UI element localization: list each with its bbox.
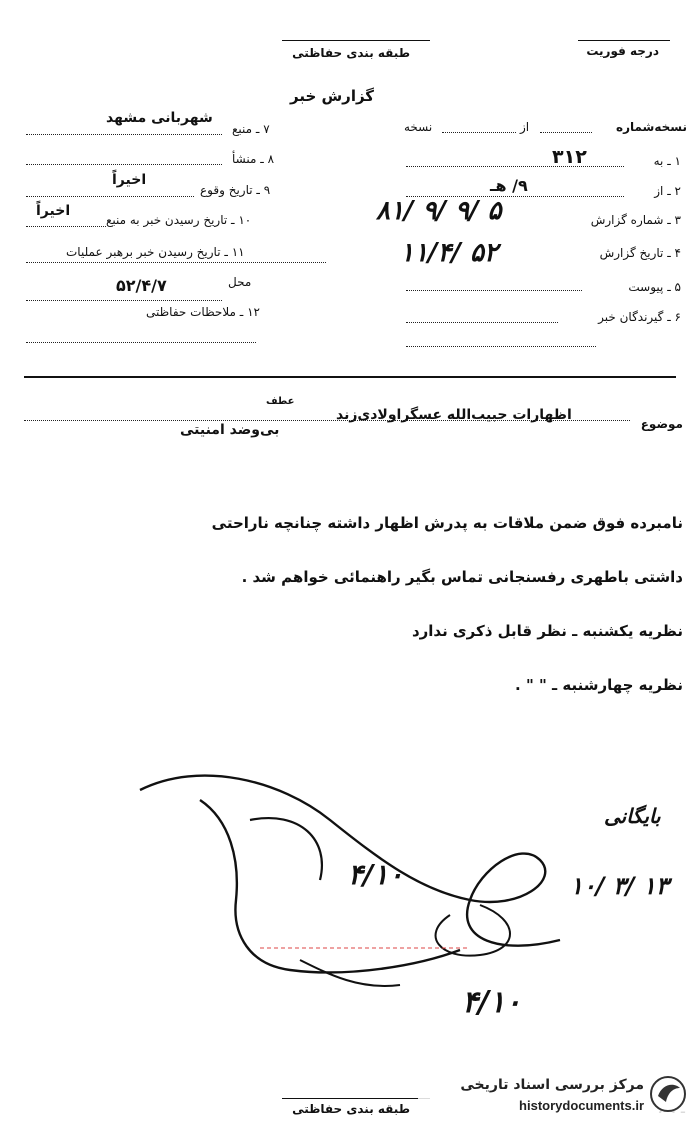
report-number-value: ۸۱/ ۹/ ۹/ ۵	[376, 196, 502, 226]
attachment-dots	[406, 290, 582, 291]
from-label: ۲ ـ از	[654, 184, 681, 198]
report-date-label: ۴ ـ تاریخ گزارش	[599, 246, 681, 260]
report-number-label: ۳ ـ شماره گزارش	[590, 213, 681, 227]
copy-number-dots	[540, 132, 592, 133]
of-dots	[442, 132, 516, 133]
source-label: ۷ ـ منبع	[232, 122, 270, 136]
classification-label-top: طبقه بندی حفاظتی	[292, 46, 410, 60]
to-dots	[406, 166, 624, 167]
occurrence-date-value: اخیراً	[112, 172, 147, 188]
receipt-source-value: اخیراً	[36, 203, 71, 219]
subject-dots	[24, 420, 630, 421]
annotation-2: ۴/۱۰	[462, 985, 522, 1020]
from-value: ۹/ هـ	[490, 176, 528, 195]
subject-label: موضوع	[640, 417, 683, 431]
receipt-ops-label: ۱۱ ـ تاریخ رسیدن خبر برهبر عملیات	[66, 245, 245, 259]
copy-number-label: نسخه‌شماره	[616, 120, 687, 134]
attachment-label: ۵ ـ پیوست	[628, 280, 681, 294]
report-title: گزارش خبر	[290, 87, 375, 105]
receipt-source-dots	[26, 226, 106, 227]
classification-line-top	[282, 40, 430, 41]
body-line-3: نظریه یکشنبه ـ نظر قابل ذکری ندارد	[411, 622, 683, 640]
place-label: محل	[228, 275, 252, 289]
place-value: ۵۲/۴/۷	[116, 276, 167, 295]
to-label: ۱ ـ به	[653, 154, 681, 168]
watermark-logo-icon	[648, 1074, 688, 1114]
security-notes-dots	[26, 342, 256, 343]
report-date-value: ۱۱/۴/ ۵۲	[400, 238, 498, 268]
priority-line	[578, 40, 670, 41]
watermark-url: historydocuments.ir	[519, 1098, 644, 1113]
recipients-dots	[406, 322, 558, 323]
source-dots	[26, 134, 222, 135]
occurrence-dots	[26, 196, 194, 197]
section-divider	[24, 376, 676, 378]
of-label: از	[520, 120, 530, 134]
origin-label: ۸ ـ منشأ	[232, 152, 275, 166]
classification-label-bottom: طبقه بندی حفاظتی	[292, 1102, 410, 1116]
watermark-title: مرکز بررسی اسناد تاریخی	[460, 1077, 644, 1093]
subject-suffix: بی‌وضد امنیتی	[180, 422, 280, 438]
priority-label: درجه فوریت	[586, 44, 659, 58]
body-line-2: داشتی باطهری رفسنجانی تماس بگیر راهنمائی خواهم شد .	[241, 568, 683, 586]
body-line-1: نامبرده فوق ضمن ملاقات به پدرش اظهار داشته چنانچه ناراحتی	[211, 514, 683, 532]
body-line-4: نظریه چهارشنبه ـ " " .	[515, 676, 683, 694]
subject-value: اظهارات حبیب‌الله عسگراولادی‌زند	[336, 407, 572, 423]
place-dots	[26, 300, 222, 301]
receipt-source-label: ۱۰ ـ تاریخ رسیدن خبر به منبع	[106, 213, 252, 227]
source-value: شهربانی مشهد	[106, 110, 213, 126]
security-notes-label: ۱۲ ـ ملاحظات حفاظتی	[146, 305, 260, 319]
occurrence-date-label: ۹ ـ تاریخ وقوع	[200, 183, 271, 197]
annotation-1: ۴/۱۰	[348, 858, 404, 891]
origin-dots	[26, 164, 222, 165]
copy-label: نسخه	[404, 120, 433, 134]
classification-line-bottom	[282, 1098, 430, 1099]
recipients-label: ۶ ـ گیرندگان خبر	[598, 310, 681, 324]
to-value: ۳۱۲	[552, 146, 587, 168]
subject-insert-note: عطف	[266, 396, 295, 407]
recipients-dots-2	[406, 346, 596, 347]
receipt-ops-dots	[26, 262, 326, 263]
annotation-3: ۱۰/ ۳/ ۱۳	[570, 872, 669, 900]
annotation-4: بایگانی	[604, 804, 661, 828]
